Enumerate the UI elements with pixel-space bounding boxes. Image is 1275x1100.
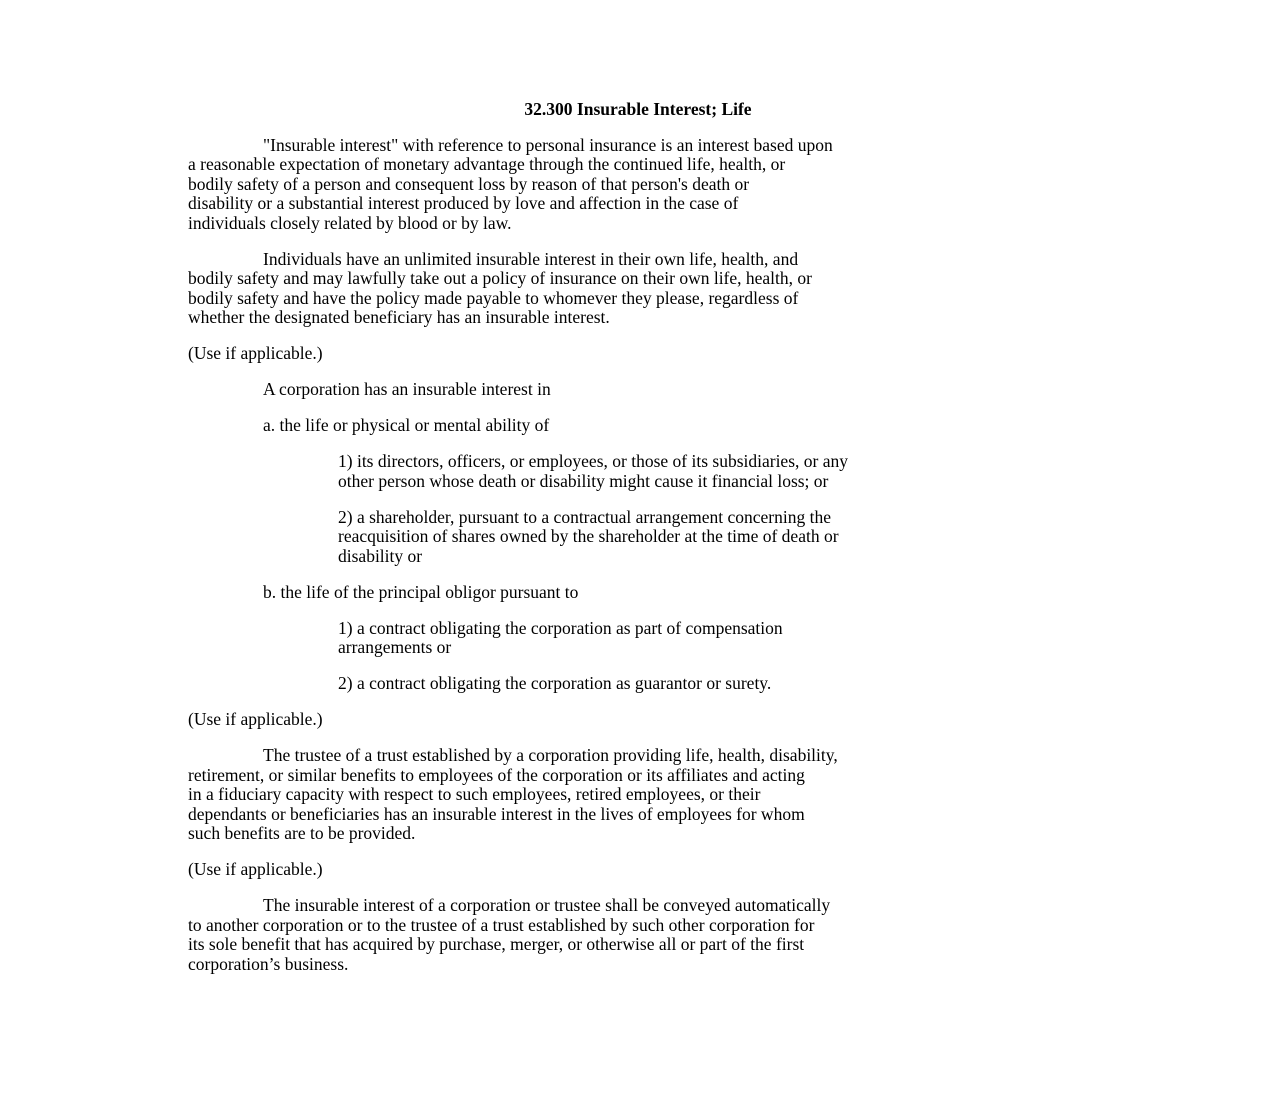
list-item-b-2: 2) a contract obligating the corporation as guarantor or surety. <box>338 673 772 693</box>
paragraph-conveyance: The insurable interest of a corporation or trustee shall be conveyed automatically to another corporation or to the trustee of a trust established by such other corporation for its sole benefit that has acquired by purchase, merger, or otherwise all or part of the first corporation’s business. <box>188 895 831 974</box>
paragraph-corporation-intro: A corporation has an insurable interest in <box>263 379 551 399</box>
document-page <box>188 100 1088 991</box>
list-item-a: a. the life or physical or mental ability of <box>263 415 550 435</box>
paragraph-individuals: Individuals have an unlimited insurable interest in their own life, health, and bodily safety and may lawfully take out a policy of insurance on their own life, health, or bodily safety and have the policy made payable to whomever they please, regardless of whether the designated beneficiary has an insurable interest. <box>188 248 812 327</box>
list-item-a-2: 2) a shareholder, pursuant to a contractual arrangement concerning the reacquisition of shares owned by the shareholder at the time of death or disability or <box>338 506 839 566</box>
use-if-applicable-note: (Use if applicable.) <box>188 709 323 729</box>
page-title: 32.300 Insurable Interest; Life <box>524 99 752 119</box>
list-item-b-1: 1) a contract obligating the corporation as part of compensation arrangements or <box>338 617 783 657</box>
list-item-b: b. the life of the principal obligor pursuant to <box>263 581 579 602</box>
paragraph-trustee: The trustee of a trust established by a corporation providing life, health, disability, retirement, or similar benefits to employees of the corporation or its affiliates and acting in a fiduciary capacity with respect to such employees, retired employees, or their dependants or beneficiaries has an insurable interest in the lives of employees for whom such benefits are to be provided. <box>188 745 838 843</box>
paragraph-definition: "Insurable interest" with reference to personal insurance is an interest based upon a reasonable expectation of monetary advantage through the continued life, health, or bodily safety of a person and consequent loss by reason of that person's death or disability or a substantial interest produced by love and affection in the case of individuals closely related by blood or by law. <box>188 134 833 233</box>
list-item-a-1: 1) its directors, officers, or employees, or those of its subsidiaries, or any other person whose death or disability might cause it financial loss; or <box>338 451 848 491</box>
use-if-applicable-note: (Use if applicable.) <box>188 343 323 363</box>
use-if-applicable-note: (Use if applicable.) <box>188 859 323 879</box>
